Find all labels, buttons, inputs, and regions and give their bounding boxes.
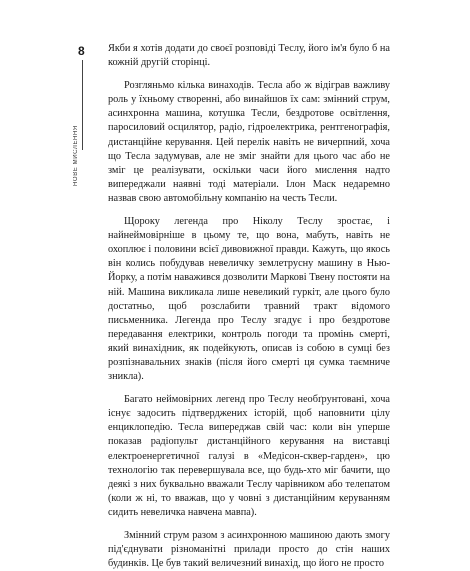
paragraph-3: Щороку легенда про Ніколу Теслу зростає, і найнеймовірніше в цьому те, що вона, мабуть, навіть не охоплює і половини всієї дивовижної правди. Кажуть, що якось він колись побудував невеличку землетрусну машину в Нью-Йорку, а потім наважився дозволити Маркові Твену постояти на ній. Машина викликала лише невеликий гуркіт, але цього було достатньо, щоб розслабити травний тракт відомого письменника. Легенда про Теслу згадує і про бездротове передавання електрики, контроль погоди та промінь смерті, який винахідник, як подейкують, описав із собою в сумці без розпізнавальних знаків (після його смерті ця сумка таємниче зникла). [108,216,390,383]
page-number: 8 [78,44,85,58]
body-text [108,42,390,571]
paragraph-2: Розгляньмо кілька винаходів. Тесла або ж відіграв важливу роль у їхньому створенні, або винайшов їх сам: змінний струм, асинхронна машина, котушка Тесли, бездротове освітлення, паросиловий осцилятор, радіо, гідроелектрика, рентгенографія, дистанційне керування. Цей перелік навіть не вичерпний, хоча що Тесла задумував, але не зміг знайти для цього час або не зміг це реалізувати, оскільки часи його мислення надто випереджали наявні тоді матеріали. Ілон Маск недаремно назвав свою автомобільну компанію на честь Тесли. [108,80,390,204]
running-head: НОВЕ МИСЛЕННЯ [73,125,79,186]
paragraph-4: Багато неймовірних легенд про Теслу необґрунтовані, хоча існує задосить підтверджених історій, щоб наповнити цілу енциклопедію. Тесла випереджав свій час: коли він уперше показав радіопульт дистанційного керування на виставці електроенергетичної галузі в «Медісон-сквер-гарден», цю технологію так перевершувала все, що будь-хто міг бачити, що деякі з них буквально вважали Теслу чарівником або телепатом (коли ж ні, то вважав, що у човні з дистанційним керуванням сидить невеличка навчена мавпа). [108,394,390,518]
paragraph-1: Якби я хотів додати до своєї розповіді Теслу, його ім'я було б на кожній другій сторінці. [108,43,390,69]
paragraph-5: Змінний струм разом з асинхронною машиною дають змогу під'єднувати різноманітні прилади просто до стін наших будинків. Це був такий величезний винахід, що його не просто [108,530,390,570]
